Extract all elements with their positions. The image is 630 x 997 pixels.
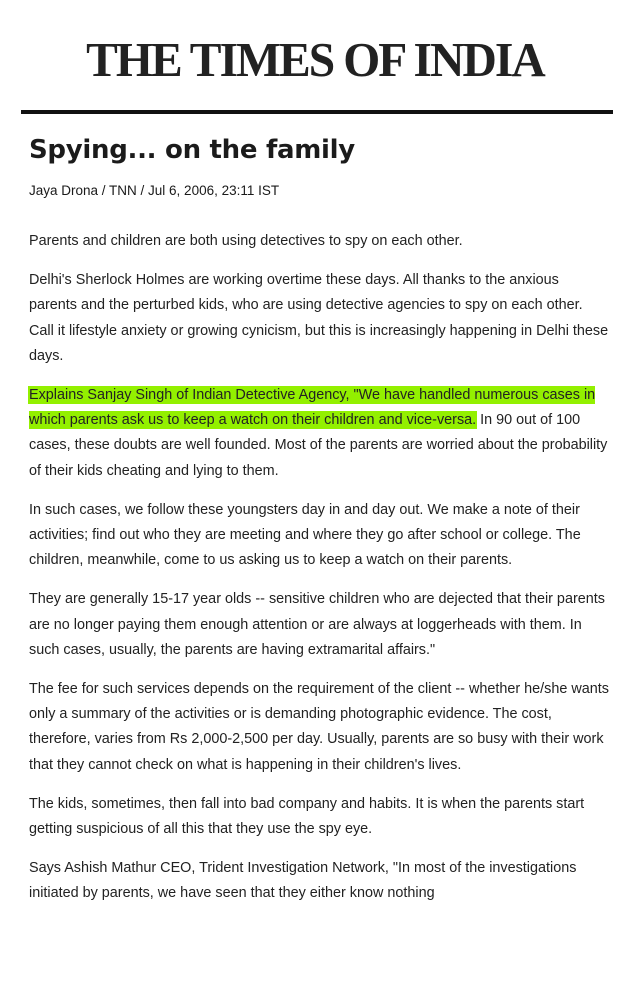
article-paragraph-8: Says Ashish Mathur CEO, Trident Investigation Network, "In most of the investigations initiated by parents, we have seen that they either know nothing: [29, 860, 577, 902]
paragraph-3-continuation: In 90 out of 100 cases, these doubts are well founded. Most of the parents are worried about the probability of their kids cheating and lying to them.: [29, 412, 608, 479]
article-body: [29, 229, 609, 907]
article-byline: Jaya Drona / TNN / Jul 6, 2006, 23:11 IST: [29, 183, 280, 198]
article-paragraph-4: In such cases, we follow these youngsters day in and day out. We make a note of their activities; find out who they are meeting and where they go after school or college. The children, meanwhile, come to us asking us to keep a watch on their parents.: [29, 501, 581, 569]
article-paragraph-6: The fee for such services depends on the requirement of the client -- whether he/she wants only a summary of the activities or is demanding photographic evidence. The cost, therefore, varies from Rs 2,000-2,500 per day. Usually, parents are so busy with their work that they cannot check on what is happening in their children's lives.: [29, 681, 609, 773]
article-paragraph-1: Parents and children are both using detectives to spy on each other.: [29, 233, 463, 249]
article-paragraph-3: [29, 383, 609, 484]
highlighted-quote: Explains Sanjay Singh of Indian Detective Agency, "We have handled numerous cases in which parents ask us to keep a watch on their children and vice-versa.: [29, 387, 596, 429]
masthead-divider: [21, 110, 613, 114]
article-paragraph-2: Delhi's Sherlock Holmes are working overtime these days. All thanks to the anxious parents and the perturbed kids, who are using detective agencies to spy on each other. Call it lifestyle anxiety or growing cynicism, but this is increasingly happening in Delhi these days.: [29, 272, 609, 364]
masthead-title: THE TIMES OF INDIA: [86, 32, 544, 87]
page-bottom-edge: [0, 962, 630, 997]
article-headline: Spying... on the family: [29, 135, 355, 165]
article-paragraph-5: They are generally 15-17 year olds -- sensitive children who are dejected that their parents are no longer paying them enough attention or are always at loggerheads with them. In such cases, usually, the parents are having extramarital affairs.": [29, 591, 605, 658]
article-paragraph-7: The kids, sometimes, then fall into bad company and habits. It is when the parents start getting suspicious of all this that they use the spy eye.: [29, 795, 585, 838]
